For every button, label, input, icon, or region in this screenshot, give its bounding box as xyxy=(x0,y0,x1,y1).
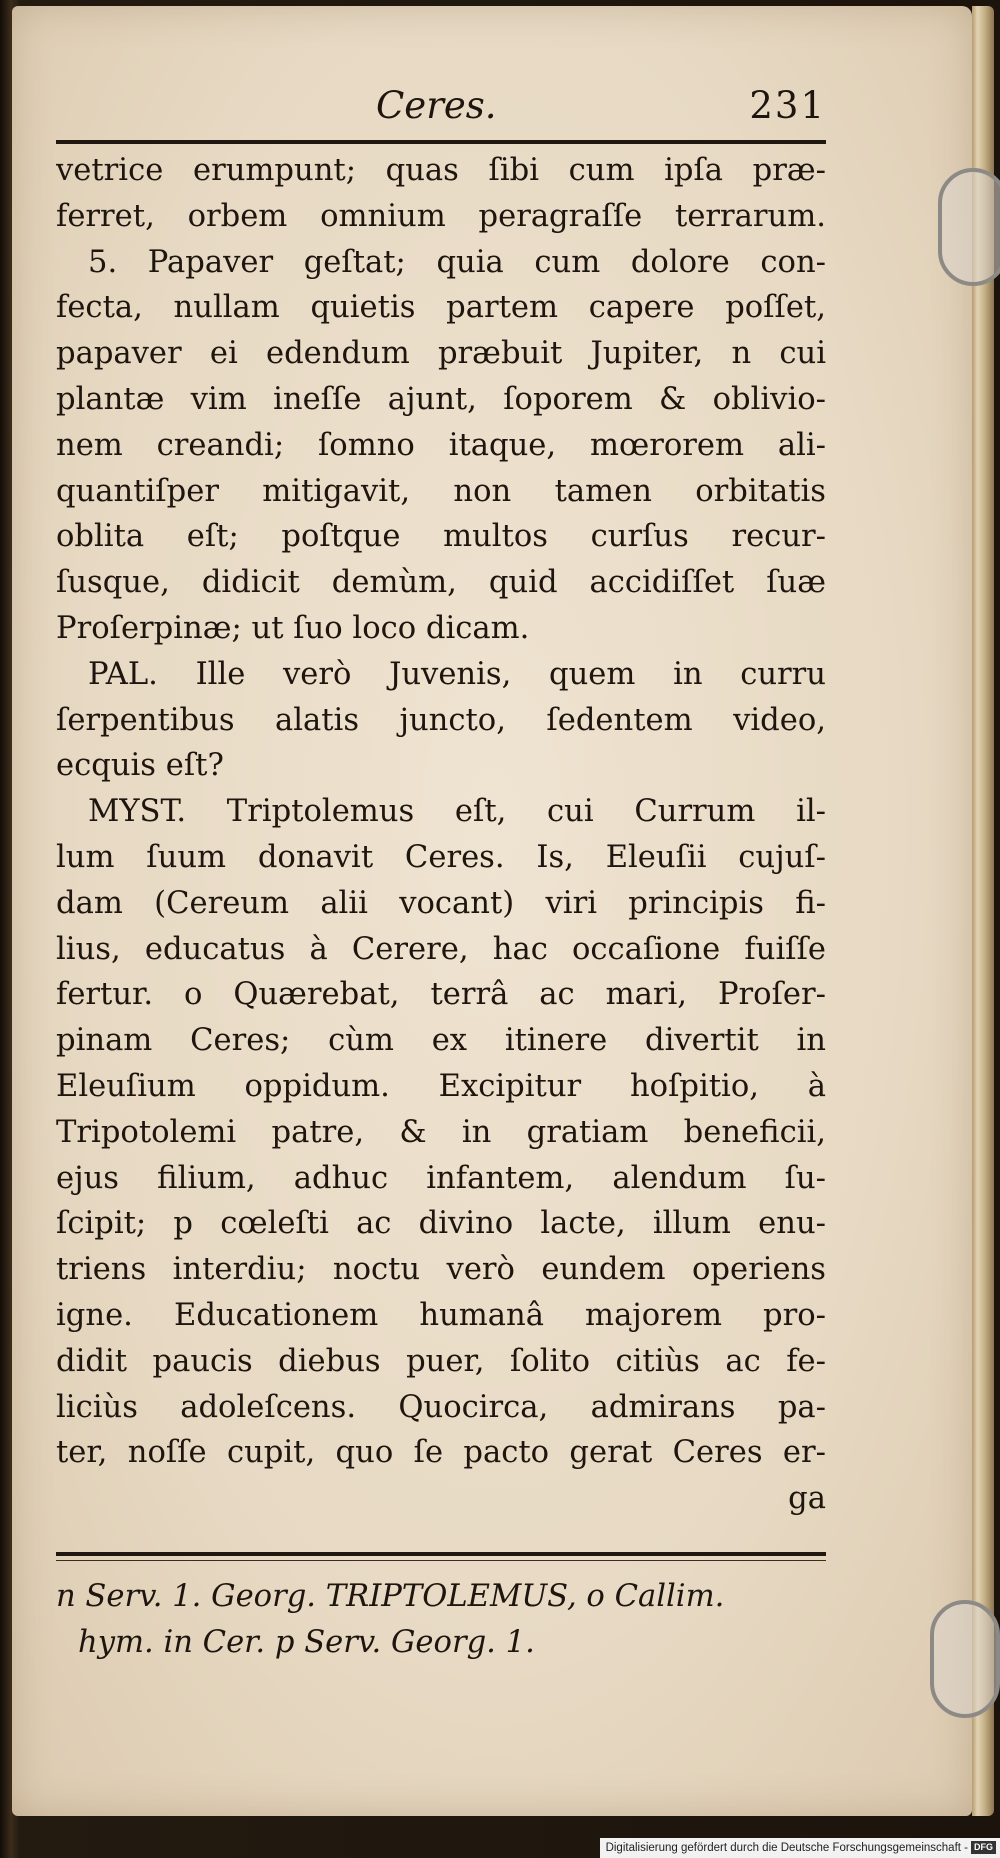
footnote-line: n Serv. 1. Georg. TRIPTOLEMUS, o Callim. xyxy=(56,1579,725,1614)
text-line: PAL. Ille verò Juvenis, quem in curru xyxy=(88,656,826,692)
text-line: Tripotolemi patre, & in gratiam beneficii, xyxy=(56,1114,826,1150)
text-line: 5. Papaver geſtat; quia cum dolore con- xyxy=(88,244,826,280)
page-number: 231 xyxy=(749,84,826,127)
dfg-logo-icon: DFG xyxy=(971,1841,996,1854)
text-line: plantæ vim ineſſe ajunt, ſoporem & oblivio- xyxy=(56,381,826,417)
page-clip-icon-top xyxy=(938,168,1000,286)
text-line: oblita eſt; poſtque multos curſus recur- xyxy=(56,519,826,555)
text-line: liciùs adoleſcens. Quocirca, admirans pa- xyxy=(56,1389,826,1425)
text-line: ſusque, didicit demùm, quid accidiſſet ſuæ xyxy=(56,565,826,601)
digitization-credit xyxy=(600,1838,1000,1858)
running-header xyxy=(56,84,826,134)
text-line: ſerpentibus alatis juncto, ſedentem video, xyxy=(56,702,826,738)
footnotes xyxy=(56,1572,846,1664)
text-line: ter, noſſe cupit, quo ſe pacto gerat Ceres er- xyxy=(56,1435,826,1471)
text-line: ecquis eſt? xyxy=(56,748,224,784)
text-line: igne. Educationem humanâ majorem pro- xyxy=(56,1297,826,1333)
text-line: Eleuſium oppidum. Excipitur hoſpitio, à xyxy=(56,1068,826,1104)
text-line: Proſerpinæ; ut ſuo loco dicam. xyxy=(56,610,530,646)
text-line: ferret, orbem omnium peragraſſe terrarum. xyxy=(56,198,826,234)
text-line: lum ſuum donavit Ceres. Is, Eleuſii cujuſ- xyxy=(56,839,826,875)
credit-text: Digitalisierung gefördert durch die Deutsche Forschungsgemeinschaft - xyxy=(605,1842,968,1854)
text-line: papaver ei edendum præbuit Jupiter, n cui xyxy=(56,336,826,372)
text-line: MYST. Triptolemus eſt, cui Currum il- xyxy=(88,794,826,830)
footnote-rule-thin xyxy=(56,1560,826,1561)
text-line: didit paucis diebus puer, ſolito citiùs ac fe- xyxy=(56,1343,826,1379)
text-line: ejus filium, adhuc infantem, alendum ſu- xyxy=(56,1160,826,1196)
running-title: Ceres. xyxy=(376,84,497,127)
page-clip-icon-bottom xyxy=(930,1600,1000,1718)
text-line: triens interdiu; noctu verò eundem operiens xyxy=(56,1252,826,1288)
footnote-line: hym. in Cer. p Serv. Georg. 1. xyxy=(78,1624,535,1660)
footnote-rule xyxy=(56,1552,826,1556)
text-line: quantiſper mitigavit, non tamen orbitatis xyxy=(56,473,826,509)
header-rule xyxy=(56,140,826,144)
catchword: ga xyxy=(788,1481,826,1517)
text-line: fecta, nullam quietis partem capere poſſet, xyxy=(56,290,826,326)
text-line: dam (Cereum alii vocant) viri principis fi- xyxy=(56,885,826,921)
main-text xyxy=(56,148,826,1522)
text-line: fertur. o Quærebat, terrâ ac mari, Proſer- xyxy=(56,977,826,1013)
text-line: ſcipit; p cœleſti ac divino lacte, illum enu- xyxy=(56,1206,826,1242)
text-line: nem creandi; ſomno itaque, mœrorem ali- xyxy=(56,427,826,463)
text-line: pinam Ceres; cùm ex itinere divertit in xyxy=(56,1023,826,1059)
text-line: lius, educatus à Cerere, hac occaſione fuiſſe xyxy=(56,931,826,967)
text-line: vetrice erumpunt; quas ſibi cum ipſa præ- xyxy=(56,153,826,188)
